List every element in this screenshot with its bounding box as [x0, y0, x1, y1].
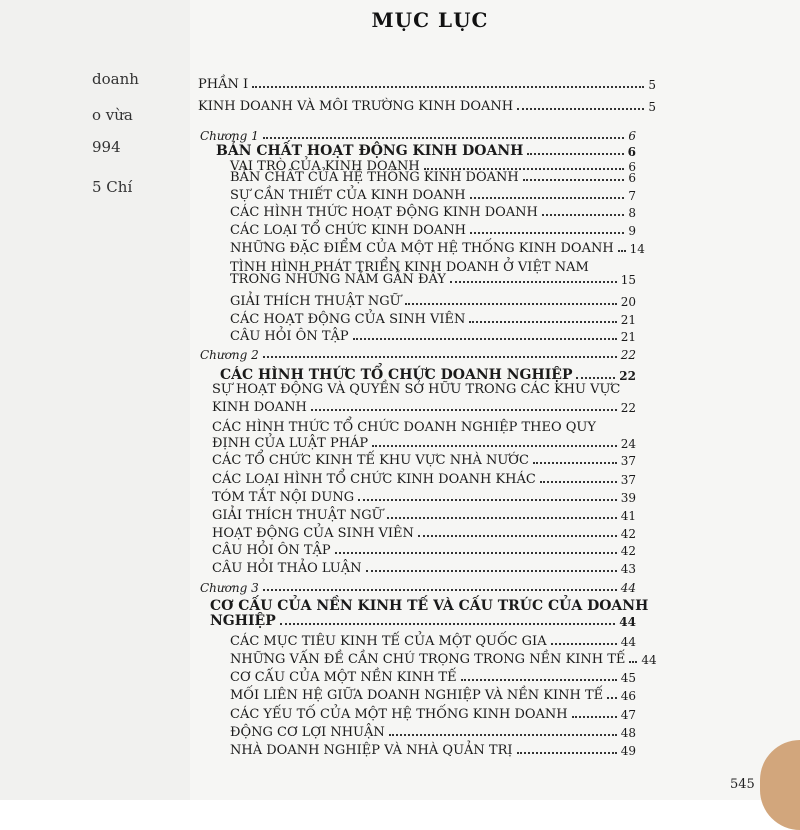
toc-entry-page: 42 — [620, 544, 636, 558]
page-title: MỤC LỤC — [371, 8, 489, 32]
dot-leader — [405, 303, 617, 305]
dot-leader — [353, 338, 617, 340]
toc-entry-page: 47 — [620, 708, 636, 722]
toc-entry-page: 15 — [620, 273, 636, 287]
dot-leader — [263, 356, 617, 358]
toc-entry — [212, 470, 636, 487]
toc-entry — [230, 723, 636, 740]
dot-leader — [527, 153, 623, 155]
toc-entry-title: BẢN CHẤT HOẠT ĐỘNG KINH DOANH — [216, 143, 524, 159]
toc-entry-title: CÁC TỔ CHỨC KINH TẾ KHU VỰC NHÀ NƯỚC — [212, 453, 529, 468]
toc-entry-title: TÌNH HÌNH PHÁT TRIỂN KINH DOANH Ở VIỆT NAM — [230, 260, 589, 275]
toc-entry — [212, 541, 636, 558]
toc-entry-page: 14 — [629, 242, 645, 256]
dot-leader — [551, 643, 617, 645]
toc-entry-title: CÁC LOẠI HÌNH TỔ CHỨC KINH DOANH KHÁC — [212, 472, 536, 487]
toc-entry — [230, 668, 636, 685]
toc-entry-page: 24 — [620, 437, 636, 451]
toc-entry-page: 43 — [620, 562, 636, 576]
toc-entry-title: CƠ CẤU CỦA MỘT NỀN KINH TẾ — [230, 670, 457, 685]
toc-entry-page: 37 — [620, 473, 636, 487]
toc-entry-title: ĐỊNH CỦA LUẬT PHÁP — [212, 436, 369, 451]
toc-entry-page: 45 — [620, 671, 636, 685]
toc-entry-page: 5 — [648, 100, 656, 114]
dot-leader — [618, 250, 626, 252]
toc-entry-page: 6 — [627, 145, 636, 159]
dot-leader — [629, 661, 637, 663]
toc-entry-title: TÓM TẮT NỘI DUNG — [212, 490, 355, 505]
toc-entry-page: 49 — [620, 744, 636, 758]
toc-entry-title: KINH DOANH — [212, 400, 307, 415]
toc-entry-page: 44 — [620, 635, 636, 649]
toc-entry-title: CƠ CẤU CỦA NỀN KINH TẾ VÀ CẤU TRÚC CỦA DOANH — [210, 598, 649, 614]
toc-entry — [212, 434, 636, 451]
toc-entry-page: 41 — [620, 509, 636, 523]
toc-entry-title: HOẠT ĐỘNG CỦA SINH VIÊN — [212, 526, 414, 541]
dot-leader — [517, 752, 617, 754]
toc-entry — [198, 75, 656, 92]
toc-entry — [212, 559, 636, 576]
table-of-contents — [190, 0, 670, 800]
toc-entry-title: CÂU HỎI THẢO LUẬN — [212, 561, 362, 576]
dot-leader — [533, 462, 617, 464]
toc-entry — [212, 451, 636, 468]
toc-entry — [212, 380, 636, 397]
toc-entry-page: 37 — [620, 454, 636, 468]
toc-entry-page: 9 — [628, 224, 636, 238]
toc-entry-title: SỰ HOẠT ĐỘNG VÀ QUYỀN SỞ HỮU TRONG CÁC KHU VỰC — [212, 382, 621, 397]
toc-entry-title: KINH DOANH VÀ MÔI TRƯỜNG KINH DOANH — [198, 99, 514, 114]
toc-entry-title: GIẢI THÍCH THUẬT NGỮ — [212, 508, 383, 523]
toc-entry — [230, 168, 636, 185]
page-number: 545 — [730, 777, 755, 792]
toc-entry-page: 5 — [648, 78, 656, 92]
toc-entry-page: 6 — [628, 171, 636, 185]
left-fragment: o vừa — [92, 106, 133, 124]
previous-page — [0, 0, 193, 800]
toc-entry-title: CÁC MỤC TIÊU KINH TẾ CỦA MỘT QUỐC GIA — [230, 634, 547, 649]
toc-chapter-label — [200, 578, 636, 595]
left-fragment: 994 — [92, 138, 121, 156]
toc-entry-title: NHỮNG VẤN ĐỀ CẦN CHÚ TRỌNG TRONG NỀN KINH TẾ — [230, 652, 626, 667]
left-fragment: doanh — [92, 70, 139, 88]
toc-entry-title: NGHIỆP — [210, 613, 276, 629]
toc-entry-title: CÁC HOẠT ĐỘNG CỦA SINH VIÊN — [230, 312, 466, 327]
toc-entry-page: 21 — [620, 330, 636, 344]
dot-leader — [280, 623, 616, 625]
dot-leader — [542, 214, 624, 216]
dot-leader — [366, 570, 617, 572]
dot-leader — [418, 535, 617, 537]
dot-leader — [517, 108, 644, 110]
dot-leader — [252, 86, 644, 88]
toc-entry — [230, 221, 636, 238]
toc-entry-title: CÁC YẾU TỐ CỦA MỘT HỆ THỐNG KINH DOANH — [230, 707, 568, 722]
toc-entry-title: Chương 1 — [200, 129, 259, 143]
toc-entry-page: 22 — [620, 401, 636, 415]
toc-entry-page: 22 — [620, 348, 636, 362]
toc-entry — [230, 239, 645, 256]
toc-entry-page: 48 — [620, 726, 636, 740]
toc-entry — [230, 292, 636, 309]
dot-leader — [470, 232, 624, 234]
toc-entry-page: 6 — [628, 129, 636, 143]
toc-entry — [210, 612, 636, 629]
toc-entry — [230, 632, 636, 649]
dot-leader — [461, 679, 617, 681]
toc-entry-page: 44 — [641, 653, 657, 667]
toc-entry-page: 8 — [628, 206, 636, 220]
toc-entry-title: CÂU HỎI ÔN TẬP — [212, 543, 331, 558]
toc-entry-title: CÁC HÌNH THỨC TỔ CHỨC DOANH NGHIỆP — [220, 367, 573, 383]
dot-leader — [450, 281, 617, 283]
toc-entry-title: Chương 2 — [200, 348, 259, 362]
dot-leader — [470, 197, 625, 199]
toc-entry-title: VAI TRÒ CỦA KINH DOANH — [230, 159, 420, 174]
dot-leader — [576, 377, 615, 379]
toc-entry — [230, 650, 657, 667]
toc-entry — [230, 741, 636, 758]
toc-chapter-label — [200, 126, 636, 143]
toc-entry-page: 22 — [619, 369, 636, 383]
toc-entry-title: BẢN CHẤT CỦA HỆ THỐNG KINH DOANH — [230, 170, 519, 185]
dot-leader — [335, 552, 617, 554]
toc-entry — [212, 418, 636, 435]
dot-leader — [387, 517, 617, 519]
toc-entry-title: CÁC LOẠI TỔ CHỨC KINH DOANH — [230, 223, 467, 238]
dot-leader — [263, 137, 625, 139]
toc-entry-title: PHẦN I — [198, 77, 249, 92]
toc-entry — [212, 524, 636, 541]
toc-entry-page: 21 — [620, 313, 636, 327]
dot-leader — [311, 409, 617, 411]
toc-entry-page: 20 — [620, 295, 636, 309]
toc-entry — [212, 488, 636, 505]
toc-entry — [230, 203, 636, 220]
toc-entry-page: 7 — [628, 189, 636, 203]
dot-leader — [607, 697, 617, 699]
toc-entry-title: TRONG NHỮNG NĂM GẦN ĐÂY — [230, 272, 446, 287]
dot-leader — [263, 589, 617, 591]
left-fragment: 5 Chí — [92, 178, 133, 196]
dot-leader — [372, 445, 617, 447]
toc-entry-title: CÂU HỎI ÔN TẬP — [230, 329, 349, 344]
toc-entry-title: CÁC HÌNH THỨC TỔ CHỨC DOANH NGHIỆP THEO QUY — [212, 420, 596, 435]
toc-entry-page: 39 — [620, 491, 636, 505]
toc-entry — [212, 506, 636, 523]
toc-entry-title: NHÀ DOANH NGHIỆP VÀ NHÀ QUẢN TRỊ — [230, 743, 513, 758]
toc-chapter-label — [200, 345, 636, 362]
toc-entry — [230, 186, 636, 203]
toc-entry — [198, 97, 656, 114]
toc-entry — [230, 270, 636, 287]
toc-entry — [230, 327, 636, 344]
toc-entry-title: NHỮNG ĐẶC ĐIỂM CỦA MỘT HỆ THỐNG KINH DOANH — [230, 241, 614, 256]
toc-entry-page: 44 — [620, 581, 636, 595]
toc-entry-title: ĐỘNG CƠ LỢI NHUẬN — [230, 725, 385, 740]
toc-entry-title: Chương 3 — [200, 581, 259, 595]
toc-entry-title: GIẢI THÍCH THUẬT NGỮ — [230, 294, 401, 309]
toc-page — [190, 0, 800, 800]
dot-leader — [540, 481, 617, 483]
dot-leader — [358, 499, 617, 501]
toc-entry-page: 6 — [628, 160, 636, 174]
toc-entry — [230, 705, 636, 722]
toc-entry-title: CÁC HÌNH THỨC HOẠT ĐỘNG KINH DOANH — [230, 205, 538, 220]
toc-entry-page: 42 — [620, 527, 636, 541]
toc-entry-title: MỐI LIÊN HỆ GIỮA DOANH NGHIỆP VÀ NỀN KINH TẾ — [230, 688, 604, 703]
dot-leader — [523, 179, 625, 181]
toc-entry-page: 44 — [619, 615, 636, 629]
toc-entry-page: 46 — [620, 689, 636, 703]
toc-entry-title: SỰ CẦN THIẾT CỦA KINH DOANH — [230, 188, 466, 203]
dot-leader — [469, 321, 616, 323]
toc-entry — [230, 686, 636, 703]
dot-leader — [389, 734, 617, 736]
toc-entry — [230, 310, 636, 327]
dot-leader — [572, 716, 617, 718]
toc-entry — [212, 398, 636, 415]
